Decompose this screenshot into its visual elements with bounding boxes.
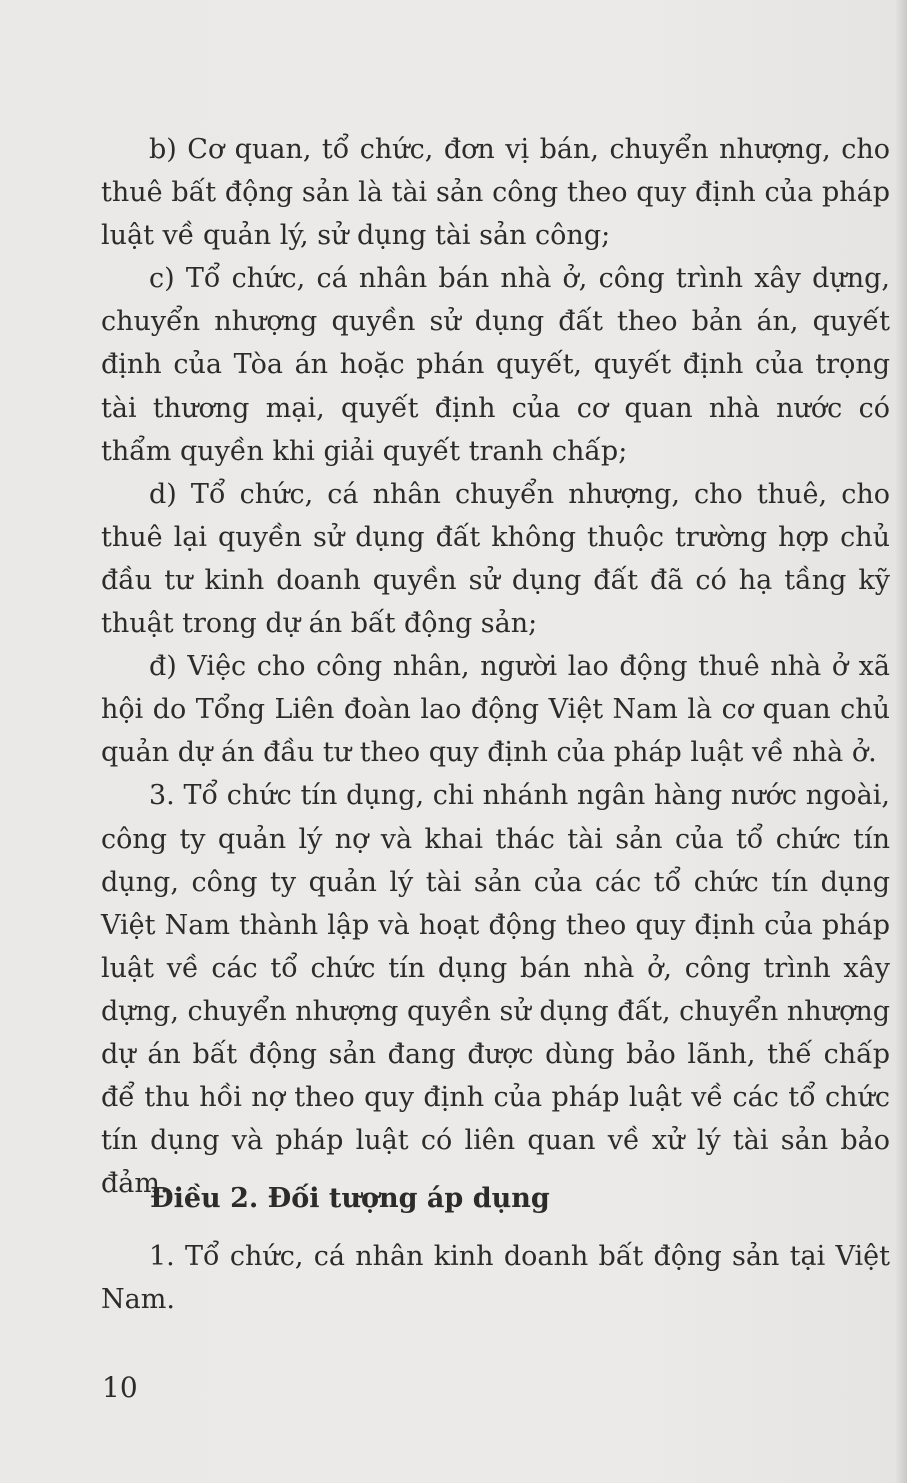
paragraph-item-dd: đ) Việc cho công nhân, người lao động thuê nhà ở xã hội do Tổng Liên đoàn lao động Việt Nam là cơ quan chủ quản dự án đầu tư theo quy định của pháp luật về nhà ở.	[101, 651, 890, 769]
paragraph-item-b: b) Cơ quan, tổ chức, đơn vị bán, chuyển nhượng, cho thuê bất động sản là tài sản công theo quy định của pháp luật về quản lý, sử dụng tài sản công;	[101, 134, 890, 252]
paragraph-clause-3: 3. Tổ chức tín dụng, chi nhánh ngân hàng nước ngoài, công ty quản lý nợ và khai thác tài sản của tổ chức tín dụng, công ty quản lý tài sản của các tổ chức tín dụng Việt Nam thành lập và hoạt động theo quy định của pháp luật về các tổ chức tín dụng bán nhà ở, công trình xây dựng, chuyển nhượng quyền sử dụng đất, chuyển nhượng dự án bất động sản đang được dùng bảo lãnh, thế chấp để thu hồi nợ theo quy định của pháp luật về các tổ chức tín dụng và pháp luật có liên quan về xử lý tài sản bảo đảm.	[101, 780, 890, 1200]
page-number: 10	[102, 1371, 138, 1404]
article-clause-1: 1. Tổ chức, cá nhân kinh doanh bất động sản tại Việt Nam.	[101, 1241, 890, 1315]
body-text	[101, 128, 890, 1205]
page-edge-shadow	[895, 0, 907, 1483]
article-body	[101, 1235, 890, 1321]
article-heading: Điều 2. Đối tượng áp dụng	[150, 1183, 550, 1214]
paragraph-item-c: c) Tổ chức, cá nhân bán nhà ở, công trình xây dựng, chuyển nhượng quyền sử dụng đất theo bản án, quyết định của Tòa án hoặc phán quyết, quyết định của trọng tài thương mại, quyết định của cơ quan nhà nước có thẩm quyền khi giải quyết tranh chấp;	[101, 263, 890, 467]
paragraph-item-d: d) Tổ chức, cá nhân chuyển nhượng, cho thuê, cho thuê lại quyền sử dụng đất không thuộc trường hợp chủ đầu tư kinh doanh quyền sử dụng đất đã có hạ tầng kỹ thuật trong dự án bất động sản;	[101, 478, 890, 640]
